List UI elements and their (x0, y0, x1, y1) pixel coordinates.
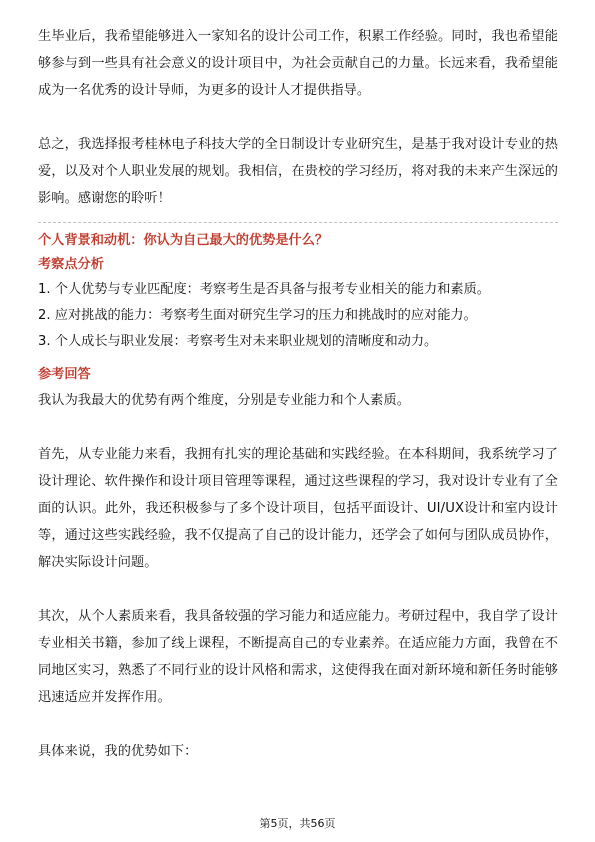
paragraph-gap (38, 711, 558, 738)
paragraph-gap (38, 104, 558, 131)
paragraph-gap (38, 576, 558, 603)
page-content (38, 23, 558, 765)
analysis-item-3: 3. 个人成长与职业发展：考察考生对未来职业规划的清晰度和动力。 (38, 334, 438, 349)
paragraph-gap (38, 414, 558, 441)
intro-paragraph-2: 总之，我选择报考桂林电子科技大学的全日制设计专业研究生，是基于我对设计专业的热爱，以及对个人职业发展的规划。我相信，在贵校的学习经历，将对我的未来产生深远的影响。感谢您的聆听！ (38, 137, 558, 206)
answer-paragraph-4: 具体来说，我的优势如下： (38, 744, 198, 759)
answer-paragraph-2: 首先，从专业能力来看，我拥有扎实的理论基础和实践经验。在本科期间，我系统学习了设计理论、软件操作和设计项目管理等课程，通过这些课程的学习，我对设计专业有了全面的认识。此外，我还积极参与了多个设计项目，包括平面设计、UI/UX设计和室内设计等，通过这些实践经验，我不仅提高了自己的设计能力，还学会了如何与团队成员协作，解决实际设计问题。 (38, 447, 558, 570)
intro-paragraph-1: 生毕业后，我希望能够进入一家知名的设计公司工作，积累工作经验。同时，我也希望能够参与到一些具有社会意义的设计项目中，为社会贡献自己的力量。长远来看，我希望能成为一名优秀的设计导师，为更多的设计人才提供指导。 (38, 29, 558, 98)
answer-paragraph-3: 其次，从个人素质来看，我具备较强的学习能力和适应能力。考研过程中，我自学了设计专业相关书籍，参加了线上课程，不断提高自己的专业素养。在适应能力方面，我曾在不同地区实习，熟悉了不同行业的设计风格和需求，这使得我在面对新环境和新任务时能够迅速适应并发挥作用。 (38, 609, 558, 705)
analysis-item-1: 1. 个人优势与专业匹配度：考察考生是否具备与报考专业相关的能力和素质。 (38, 282, 490, 297)
analysis-title: 考察点分析 (38, 257, 104, 272)
answer-title: 参考回答 (38, 367, 91, 382)
section-gap (38, 355, 558, 363)
answer-paragraph-1: 我认为我最大的优势有两个维度，分别是专业能力和个人素质。 (38, 393, 411, 408)
page-number-footer: 第5页，共56页 (259, 817, 336, 830)
interview-question: 个人背景和动机：你认为自己最大的优势是什么？ (38, 233, 329, 248)
analysis-item-2: 2. 应对挑战的能力：考察考生面对研究生学习的压力和挑战时的应对能力。 (38, 308, 477, 323)
section-divider (38, 222, 558, 223)
